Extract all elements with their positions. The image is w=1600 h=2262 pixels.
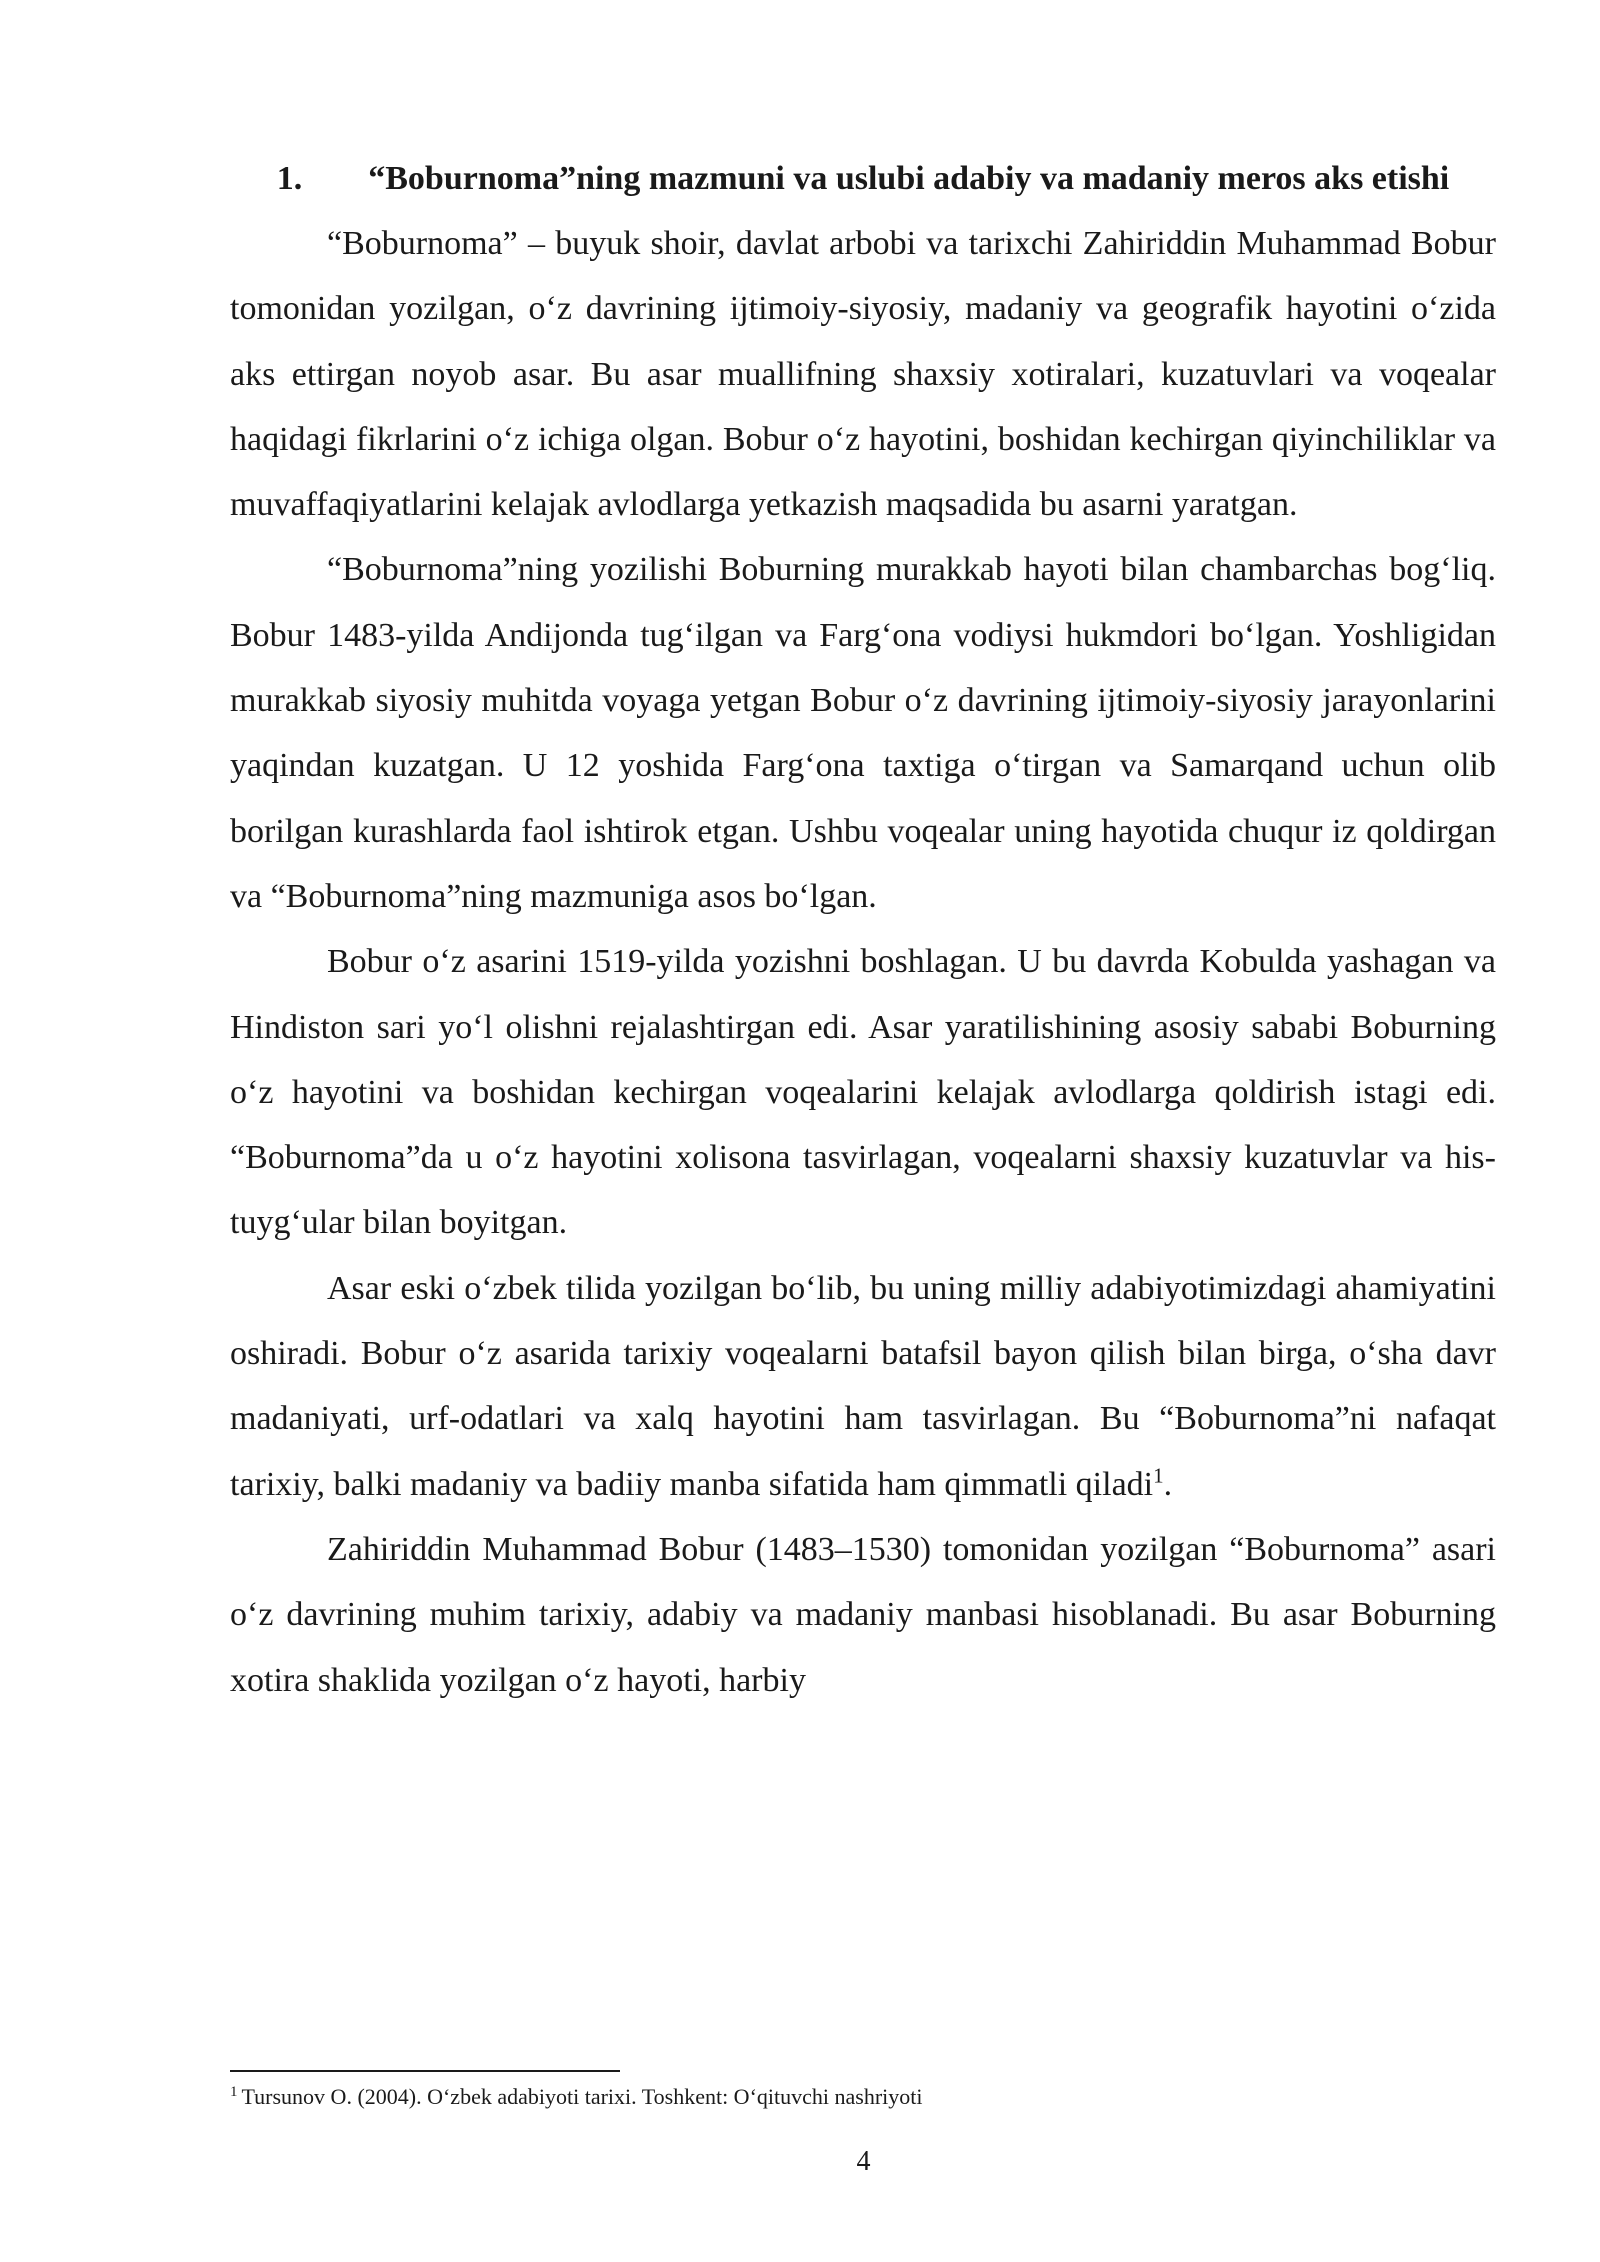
footnote-reference[interactable]: 1 (1153, 1463, 1164, 1488)
section-number: 1. (276, 160, 303, 197)
paragraph-3: Bobur oʻz asarini 1519-yilda yozishni boshlagan. U bu davrda Kobulda yashagan va Hindiston sari yoʻl olishni rejalashtirgan edi. Asar yaratilishining asosiy sababi Boburning oʻz hayotini va boshidan kechirgan voqealarini kelajak avlodlarga qoldirish istagi edi. “Boburnoma”da u oʻz hayotini xolisona tasvirlagan, voqealarni shaxsiy kuzatuvlar va his-tuygʻular bilan boyitgan. (230, 943, 1496, 1242)
section-heading (230, 146, 1496, 211)
paragraph-5: Zahiriddin Muhammad Bobur (1483–1530) tomonidan yozilgan “Boburnoma” asari oʻz davrining muhim tarixiy, adabiy va madaniy manbasi hisoblanadi. Bu asar Boburning xotira shaklida yozilgan oʻz hayoti, harbiy (230, 1530, 1496, 1699)
paragraph-4-text: Asar eski oʻzbek tilida yozilgan boʻlib, bu uning milliy adabiyotimizdagi ahamiyatini oshiradi. Bobur oʻz asarida tarixiy voqealarni batafsil bayon qilish bilan birga, oʻsha davr madaniyati, urf-odatlari va xalq hayotini ham tasvirlagan. Bu “Boburnoma”ni nafaqat tarixiy, balki madaniy va badiiy manba sifatida ham qimmatli qiladi (230, 1269, 1496, 1503)
footnote-separator (230, 2070, 620, 2072)
footnote (230, 2082, 1496, 2112)
paragraph-1: “Boburnoma” – buyuk shoir, davlat arbobi va tarixchi Zahiriddin Muhammad Bobur tomonidan yozilgan, oʻz davrining ijtimoiy-siyosiy, madaniy va geografik hayotini oʻzida aks ettirgan noyob asar. Bu asar muallifning shaxsiy xotiralari, kuzatuvlari va voqealar haqidagi fikrlarini oʻz ichiga olgan. Bobur oʻz hayotini, boshidan kechirgan qiyinchiliklar va muvaffaqiyatlarini kelajak avlodlarga yetkazish maqsadida bu asarni yaratgan. (230, 225, 1496, 524)
paragraph-4-end: . (1163, 1465, 1173, 1503)
footnote-marker: 1 (230, 2083, 238, 2100)
paragraph-2: “Boburnoma”ning yozilishi Boburning murakkab hayoti bilan chambarchas bogʻliq. Bobur 1483-yilda Andijonda tugʻilgan va Fargʻona vodiysi hukmdori boʻlgan. Yoshligidan murakkab siyosiy muhitda voyaga yetgan Bobur oʻz davrining ijtimoiy-siyosiy jarayonlarini yaqindan kuzatgan. U 12 yoshida Fargʻona taxtiga oʻtirgan va Samarqand uchun olib borilgan kurashlarda faol ishtirok etgan. Ushbu voqealar uning hayotida chuqur iz qoldirgan va “Boburnoma”ning mazmuniga asos boʻlgan. (230, 551, 1496, 915)
page-body (230, 146, 1496, 1713)
page-number: 4 (856, 2146, 871, 2177)
section-title: “Boburnoma”ning mazmuni va uslubi adabiy va madaniy meros aks etishi (368, 160, 1450, 197)
paragraph-4 (230, 1256, 1496, 1517)
footnote-text: Tursunov O. (2004). Oʻzbek adabiyoti tarixi. Toshkent: Oʻqituvchi nashriyoti (241, 2084, 923, 2109)
